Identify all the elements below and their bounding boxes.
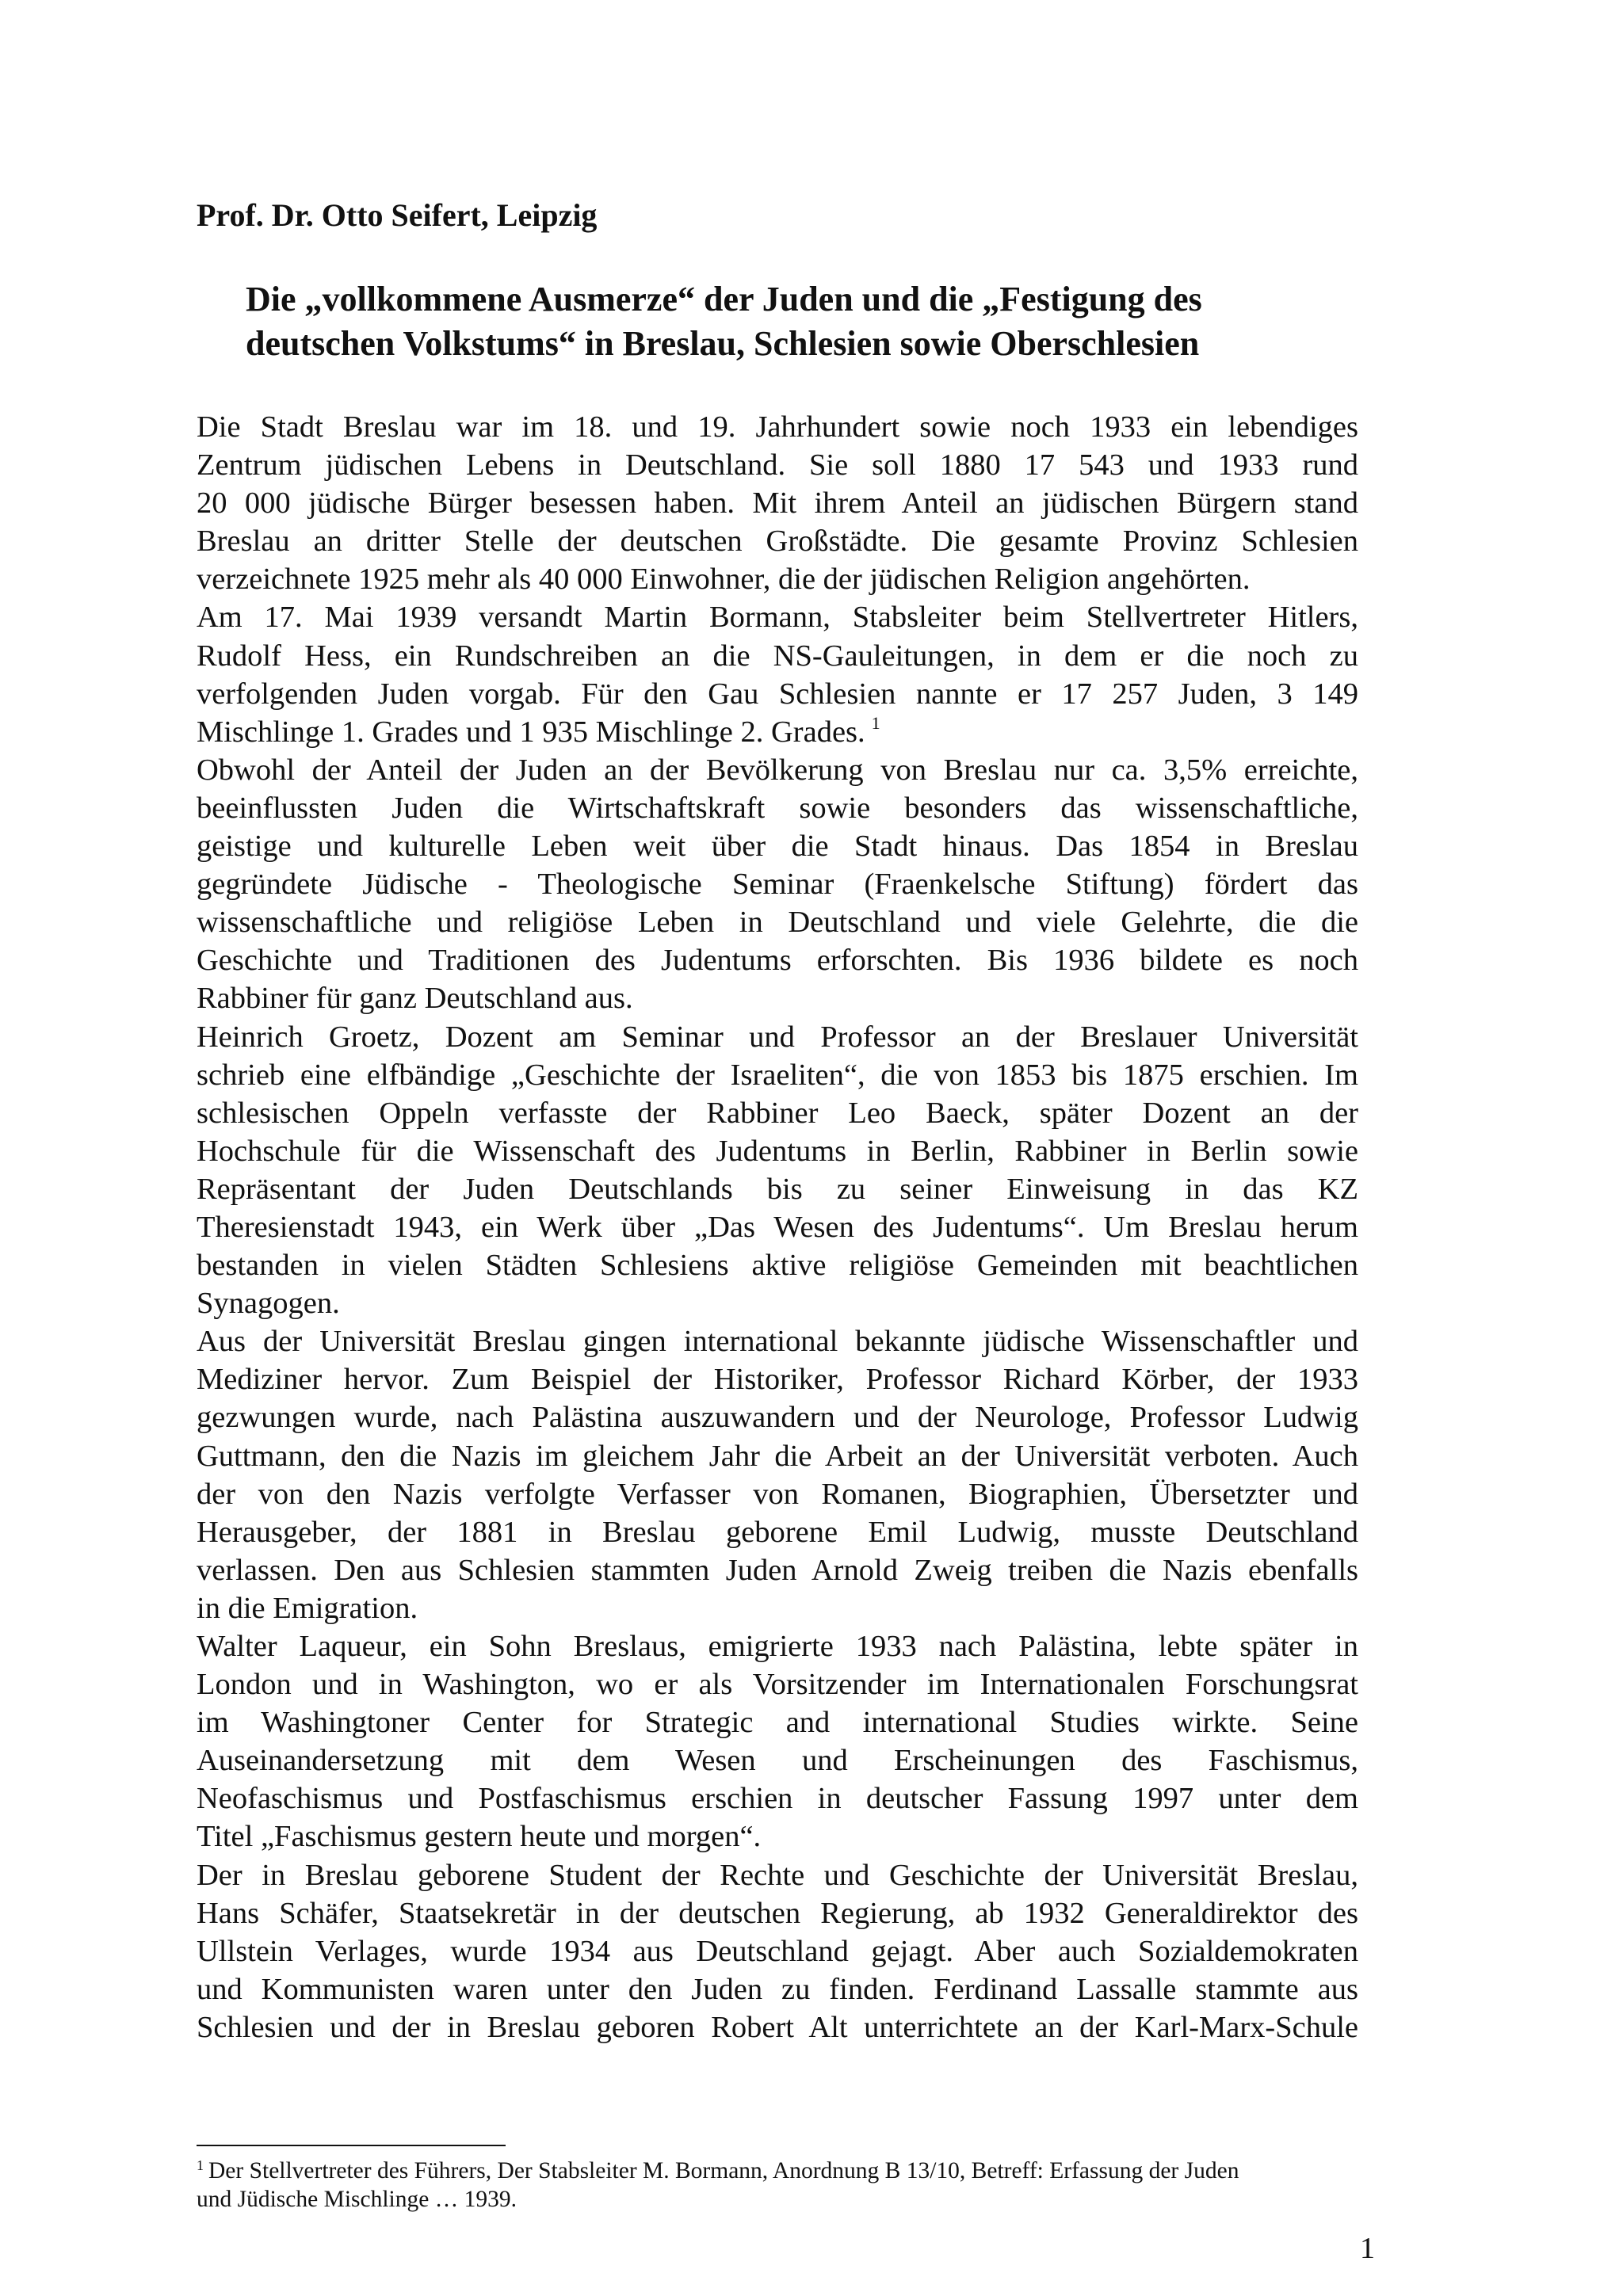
paragraph (197, 1627, 1358, 1856)
footnote-reference[interactable]: 1 (871, 712, 880, 733)
footnote-line: und Jüdische Mischlinge … 1939. (197, 2187, 517, 2212)
page-number: 1 (1360, 2232, 1375, 2265)
paragraph (197, 751, 1358, 1018)
text-line: bestanden in vielen Städten Schlesiens aktive religiöse Gemeinden mit beachtlichen (197, 1249, 1358, 1283)
text-line: Geschichte und Traditionen des Judentums erforschten. Bis 1936 bildete es noch (197, 944, 1358, 978)
text-line: Der in Breslau geborene Student der Rechte und Geschichte der Universität Breslau, (197, 1858, 1358, 1892)
text-line: im Washingtoner Center for Strategic and international Studies wirkte. Seine (197, 1706, 1358, 1740)
paragraph (197, 1322, 1358, 1627)
title-line: Die „vollkommene Ausmerze“ der Juden und die „Festigung des (246, 280, 1202, 318)
text-line: Zentrum jüdischen Lebens in Deutschland. Sie soll 1880 17 543 und 1933 rund (197, 448, 1358, 482)
footnote-divider (197, 2145, 506, 2146)
text-line: Schlesien und der in Breslau geboren Robert Alt unterrichtete an der Karl-Marx-Schule (197, 2010, 1358, 2044)
paragraph (197, 1856, 1358, 2046)
text-line: geistige und kulturelle Leben weit über die Stadt hinaus. Das 1854 in Breslau (197, 830, 1358, 864)
footnote-text: Der Stellvertreter des Führers, Der Stabsleiter M. Bormann, Anordnung B 13/10, Betreff: Erfassung der Juden (208, 2158, 1239, 2183)
text-line: Heinrich Groetz, Dozent am Seminar und Professor an der Breslauer Universität (197, 1020, 1358, 1054)
text-line: in die Emigration. (197, 1591, 418, 1625)
text-line: Herausgeber, der 1881 in Breslau geborene Emil Ludwig, musste Deutschland (197, 1515, 1358, 1549)
text-line: gezwungen wurde, nach Palästina auszuwandern und der Neurologe, Professor Ludwig (197, 1401, 1358, 1435)
text-line: Mischlinge 1. Grades und 1 935 Mischlinge 2. Grades. (197, 715, 865, 749)
text-line: Synagogen. (197, 1287, 340, 1321)
text-line: Aus der Universität Breslau gingen international bekannte jüdische Wissenschaftler und (197, 1325, 1358, 1359)
body-text (197, 408, 1358, 2046)
text-line: Auseinandersetzung mit dem Wesen und Erscheinungen des Faschismus, (197, 1744, 1358, 1778)
text-line: Repräsentant der Juden Deutschlands bis zu seiner Einweisung in das KZ (197, 1172, 1358, 1206)
text-line: Ullstein Verlages, wurde 1934 aus Deutschland gejagt. Aber auch Sozialdemokraten (197, 1934, 1358, 1968)
paragraph (197, 1018, 1358, 1323)
text-line: der von den Nazis verfolgte Verfasser von Romanen, Biographien, Übersetzter und (197, 1477, 1358, 1511)
text-line: schrieb eine elfbändige „Geschichte der Israeliten“, die von 1853 bis 1875 erschien. Im (197, 1058, 1358, 1092)
text-line: Rudolf Hess, ein Rundschreiben an die NS-Gauleitungen, in dem er die noch zu (197, 639, 1358, 673)
text-line: Rabbiner für ganz Deutschland aus. (197, 982, 633, 1016)
text-line: London und in Washington, wo er als Vorsitzender im Internationalen Forschungsrat (197, 1668, 1358, 1702)
text-line: schlesischen Oppeln verfasste der Rabbiner Leo Baeck, später Dozent an der (197, 1096, 1358, 1130)
author-line: Prof. Dr. Otto Seifert, Leipzig (197, 197, 598, 233)
text-line: verzeichnete 1925 mehr als 40 000 Einwohner, die der jüdischen Religion angehörten. (197, 563, 1251, 597)
text-line: 20 000 jüdische Bürger besessen haben. Mit ihrem Anteil an jüdischen Bürgern stand (197, 486, 1358, 521)
text-line: Hochschule für die Wissenschaft des Judentums in Berlin, Rabbiner in Berlin sowie (197, 1134, 1358, 1168)
text-line: verfolgenden Juden vorgab. Für den Gau Schlesien nannte er 17 257 Juden, 3 149 (197, 677, 1358, 711)
paragraph (197, 598, 1358, 750)
text-line: Die Stadt Breslau war im 18. und 19. Jahrhundert sowie noch 1933 ein lebendiges (197, 410, 1358, 444)
text-line: gegründete Jüdische - Theologische Seminar (Fraenkelsche Stiftung) fördert das (197, 868, 1358, 902)
text-line: Hans Schäfer, Staatsekretär in der deutschen Regierung, ab 1932 Generaldirektor des (197, 1896, 1358, 1930)
text-line: Breslau an dritter Stelle der deutschen Großstädte. Die gesamte Provinz Schlesien (197, 524, 1358, 559)
text-line: Theresienstadt 1943, ein Werk über „Das Wesen des Judentums“. Um Breslau herum (197, 1210, 1358, 1244)
text-line: Mediziner hervor. Zum Beispiel der Historiker, Professor Richard Körber, der 1933 (197, 1363, 1358, 1397)
text-line: Titel „Faschismus gestern heute und morgen“. (197, 1820, 762, 1854)
title-line: deutschen Volkstums“ in Breslau, Schlesien sowie Oberschlesien (246, 324, 1200, 363)
text-line: und Kommunisten waren unter den Juden zu finden. Ferdinand Lassalle stammte aus (197, 1972, 1358, 2006)
footnote (197, 2157, 1433, 2214)
text-line: Obwohl der Anteil der Juden an der Bevölkerung von Breslau nur ca. 3,5% erreichte, (197, 753, 1358, 787)
text-line: verlassen. Den aus Schlesien stammten Juden Arnold Zweig treiben die Nazis ebenfalls (197, 1553, 1358, 1587)
text-line: Walter Laqueur, ein Sohn Breslaus, emigrierte 1933 nach Palästina, lebte später in (197, 1630, 1358, 1663)
text-line: Neofaschismus und Postfaschismus erschien in deutscher Fassung 1997 unter dem (197, 1782, 1358, 1816)
text-line: wissenschaftliche und religiöse Leben in Deutschland und viele Gelehrte, die die (197, 906, 1358, 940)
text-line: beeinflussten Juden die Wirtschaftskraft sowie besonders das wissenschaftliche, (197, 791, 1358, 825)
document-title (246, 277, 1434, 366)
text-line: Am 17. Mai 1939 versandt Martin Bormann, Stabsleiter beim Stellvertreter Hitlers, (197, 601, 1358, 635)
footnote-number: 1 (197, 2157, 204, 2173)
text-line-with-reference (197, 713, 1358, 751)
text-line: Guttmann, den die Nazis im gleichem Jahr die Arbeit an der Universität verboten. Auch (197, 1439, 1358, 1473)
footnote-line (197, 2157, 1433, 2185)
paragraph (197, 408, 1358, 598)
